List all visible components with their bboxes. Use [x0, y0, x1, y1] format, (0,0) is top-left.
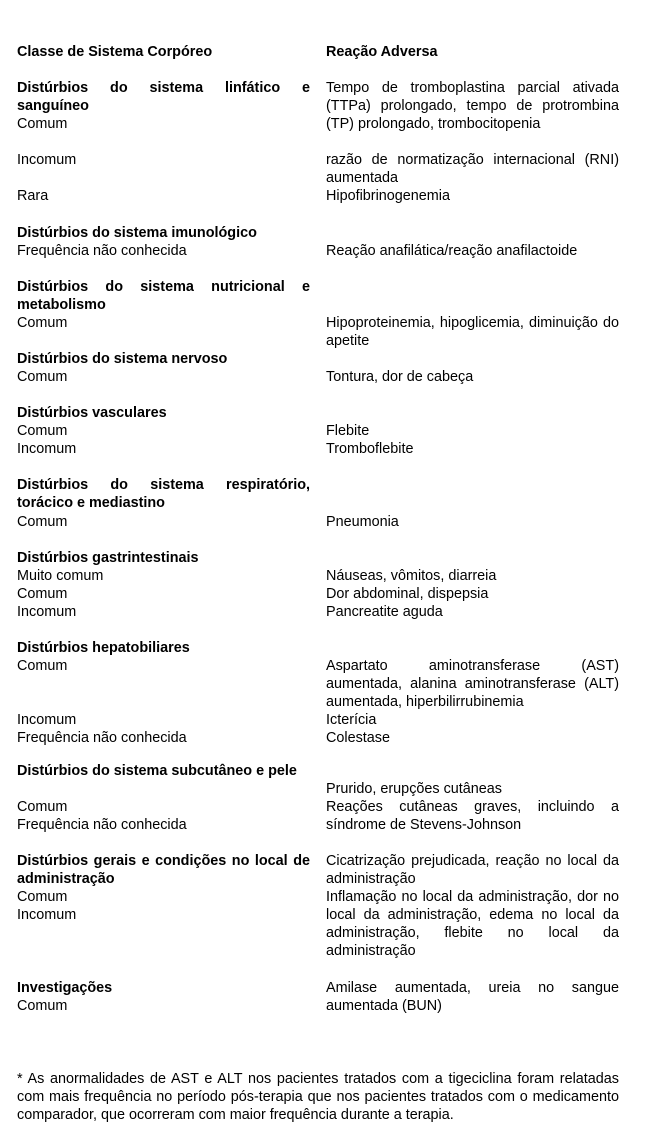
frequency-label: Incomum — [17, 712, 77, 728]
footnote — [17, 1070, 619, 1124]
footnote-text: * As anormalidades de AST e ALT nos pacientes tratados com a tigeciclina foram relatadas com mais frequência no período pós-terapia que nos pacientes tratados com o medicamento comparador, que ocorreram com maior frequência durante a terapia. — [17, 1071, 619, 1123]
frequency-label: Muito comum — [17, 568, 104, 584]
frequency-label: Comum — [17, 116, 68, 132]
reaction-text: Dor abdominal, dispepsia — [326, 586, 489, 602]
frequency-label: Comum — [17, 889, 68, 905]
reaction-text: Amilase aumentada, ureia no sangue aumentada (BUN) — [326, 980, 619, 1014]
reaction-text: Inflamação no local da administração, dor no local da administração, edema no local da administração, flebite no local da administração — [326, 889, 619, 959]
reaction-text: Reação anafilática/reação anafilactoide — [326, 243, 578, 259]
reaction-text: Náuseas, vômitos, diarreia — [326, 568, 497, 584]
section-title: Distúrbios gastrintestinais — [17, 550, 199, 566]
frequency-label: Comum — [17, 586, 68, 602]
frequency-label: Frequência não conhecida — [17, 730, 187, 746]
frequency-label: Comum — [17, 423, 68, 439]
frequency-label: Comum — [17, 315, 68, 331]
section-title: Distúrbios gerais e condições no local de administração — [17, 853, 310, 887]
frequency-label: Frequência não conhecida — [17, 817, 187, 833]
reaction-text: Icterícia — [326, 712, 377, 728]
reaction-text: Pneumonia — [326, 514, 399, 530]
reaction-text: Hipofibrinogenemia — [326, 188, 450, 204]
reaction-text: Pancreatite aguda — [326, 604, 443, 620]
frequency-label: Comum — [17, 658, 68, 674]
frequency-label: Comum — [17, 998, 68, 1014]
section-title: Distúrbios do sistema subcutâneo e pele — [17, 763, 297, 779]
reaction-text: Hipoproteinemia, hipoglicemia, diminuição do apetite — [326, 315, 619, 349]
section-title: Distúrbios vasculares — [17, 405, 167, 421]
reaction-text: Prurido, erupções cutâneas — [326, 781, 502, 797]
frequency-label: Incomum — [17, 152, 77, 168]
reaction-text: Tromboflebite — [326, 441, 414, 457]
frequency-label: Comum — [17, 514, 68, 530]
header-adverse-reaction: Reação Adversa — [326, 44, 438, 60]
frequency-label: Incomum — [17, 441, 77, 457]
frequency-label: Rara — [17, 188, 49, 204]
reaction-text: Tontura, dor de cabeça — [326, 369, 474, 385]
reaction-text: Reações cutâneas graves, incluindo a síndrome de Stevens-Johnson — [326, 799, 619, 833]
header-body-system-class: Classe de Sistema Corpóreo — [17, 44, 213, 60]
frequency-label: Frequência não conhecida — [17, 243, 187, 259]
section-title: Distúrbios do sistema linfático e sanguíneo — [17, 80, 310, 114]
frequency-label: Comum — [17, 799, 68, 815]
reaction-text: Cicatrização prejudicada, reação no local da administração — [326, 853, 619, 887]
reaction-text: Flebite — [326, 423, 370, 439]
section-title: Distúrbios do sistema nervoso — [17, 351, 228, 367]
section-title: Distúrbios hepatobiliares — [17, 640, 190, 656]
reaction-text: Tempo de tromboplastina parcial ativada (TTPa) prolongado, tempo de protrombina (TP) prolongado, trombocitopenia — [326, 80, 619, 132]
section-title: Distúrbios do sistema respiratório, torácico e mediastino — [17, 477, 310, 511]
frequency-label: Comum — [17, 369, 68, 385]
section-title: Distúrbios do sistema imunológico — [17, 225, 257, 241]
section-title: Distúrbios do sistema nutricional e metabolismo — [17, 279, 310, 313]
reaction-text: razão de normatização internacional (RNI) aumentada — [326, 152, 619, 186]
reaction-text: Aspartato aminotransferase (AST) aumentada, alanina aminotransferase (ALT) aumentada, hiperbilirrubinemia — [326, 658, 619, 710]
reaction-text: Colestase — [326, 730, 390, 746]
frequency-label: Incomum — [17, 907, 77, 923]
frequency-label: Incomum — [17, 604, 77, 620]
section-title: Investigações — [17, 980, 113, 996]
